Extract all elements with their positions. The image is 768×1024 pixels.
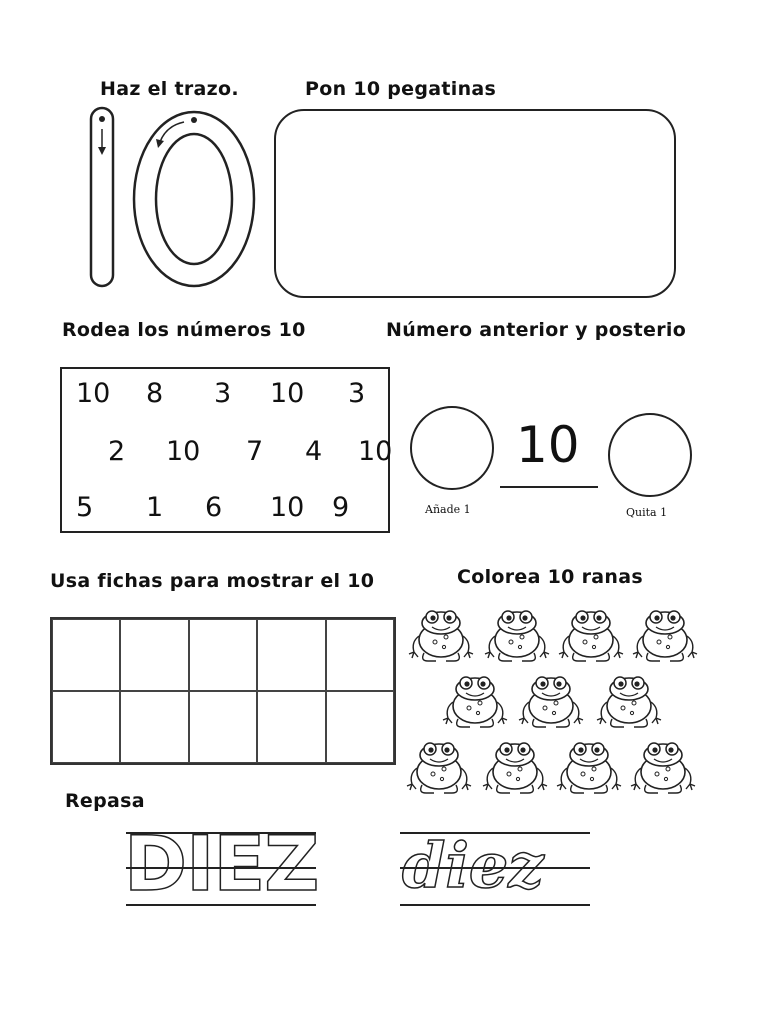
trace-word-uppercase[interactable]: DIEZ [124,819,319,908]
frogs-heading: Colorea 10 ranas [457,566,643,588]
ten-frame-cell[interactable] [326,691,394,763]
number-item[interactable]: 10 [270,378,305,409]
trace-heading: Haz el trazo. [100,78,239,100]
tracing-digit-zero [132,108,262,288]
number-item[interactable]: 9 [332,492,350,523]
circle-numbers-heading: Rodea los números 10 [62,319,306,341]
number-item[interactable]: 10 [76,378,111,409]
stickers-heading: Pon 10 pegatinas [305,78,497,100]
frog-drawing[interactable] [408,606,474,664]
number-item[interactable]: 3 [214,378,232,409]
frog-drawing[interactable] [442,672,508,730]
frog-drawing[interactable] [632,606,698,664]
tracing-digit-one [88,105,118,290]
number-item[interactable]: 5 [76,492,94,523]
sticker-box[interactable] [274,109,676,298]
ten-frame [50,617,396,765]
number-item[interactable]: 4 [305,436,323,467]
review-heading: Repasa [65,790,145,812]
number-item[interactable]: 3 [348,378,366,409]
ten-frame-cell[interactable] [326,619,394,691]
before-number-circle[interactable] [410,406,494,490]
number-item[interactable]: 10 [270,492,305,523]
frog-drawing[interactable] [406,738,472,796]
number-item[interactable]: 6 [205,492,223,523]
frog-drawing[interactable] [518,672,584,730]
frog-drawing[interactable] [630,738,696,796]
ten-frame-cell[interactable] [189,691,257,763]
frog-drawing[interactable] [484,606,550,664]
after-number-circle[interactable] [608,413,692,497]
ten-frame-cell[interactable] [52,691,120,763]
number-item[interactable]: 1 [146,492,164,523]
ten-frame-cell[interactable] [120,691,188,763]
ten-frame-heading: Usa fichas para mostrar el 10 [50,570,375,592]
frog-drawing[interactable] [558,606,624,664]
before-after-heading: Número anterior y posterio [386,319,687,341]
number-item[interactable]: 10 [358,436,393,467]
add-one-label: Añade 1 [425,503,471,516]
numbers-box [60,367,393,533]
number-item[interactable]: 7 [246,436,264,467]
number-item[interactable]: 8 [146,378,164,409]
frog-drawing[interactable] [482,738,548,796]
ten-frame-cell[interactable] [257,619,325,691]
number-item[interactable]: 2 [108,436,126,467]
trace-word-lowercase[interactable]: diez [402,829,544,902]
ten-frame-cell[interactable] [189,619,257,691]
ten-frame-cell[interactable] [120,619,188,691]
subtract-one-label: Quita 1 [626,506,668,519]
number-item[interactable]: 10 [166,436,201,467]
frog-drawing[interactable] [556,738,622,796]
number-underline [500,486,598,488]
center-number: 10 [516,416,580,474]
ten-frame-cell[interactable] [52,619,120,691]
frog-drawing[interactable] [596,672,662,730]
ten-frame-cell[interactable] [257,691,325,763]
